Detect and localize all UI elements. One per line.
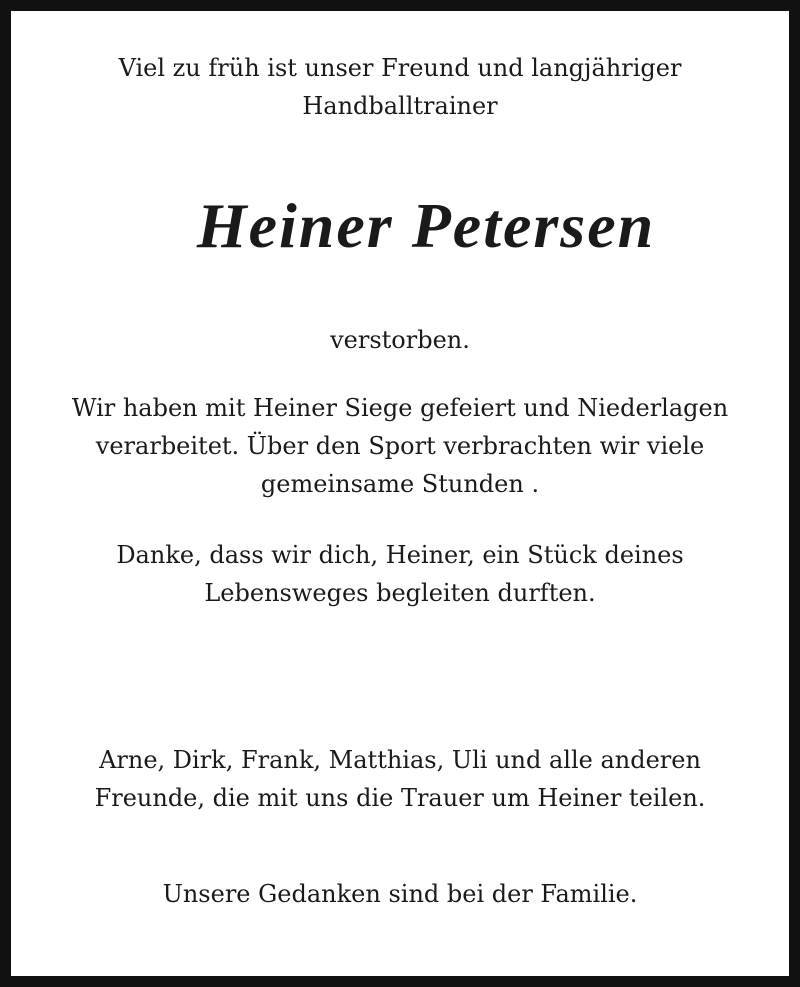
paragraph1-line-3: gemeinsame Stunden .	[260, 470, 540, 498]
closing-line: Unsere Gedanken sind bei der Familie.	[162, 880, 638, 908]
verb-line: verstorben.	[330, 326, 470, 354]
paragraph2-line-1: Danke, dass wir dich, Heiner, ein Stück deines	[116, 541, 684, 569]
paragraph1-line-2: verarbeitet. Über den Sport verbrachten wir viele	[95, 432, 705, 460]
deceased-name: Heiner Petersen	[196, 190, 656, 261]
paragraph2-line-2: Lebensweges begleiten durften.	[204, 579, 596, 607]
intro-line-2: Handballtrainer	[302, 92, 498, 120]
paragraph1-line-1: Wir haben mit Heiner Siege gefeiert und Niederlagen	[71, 394, 729, 422]
intro-line-1: Viel zu früh ist unser Freund und langjähriger	[118, 54, 682, 82]
signatures-line-1: Arne, Dirk, Frank, Matthias, Uli und alle anderen	[99, 746, 701, 774]
signatures-line-2: Freunde, die mit uns die Trauer um Heiner teilen.	[94, 784, 706, 812]
